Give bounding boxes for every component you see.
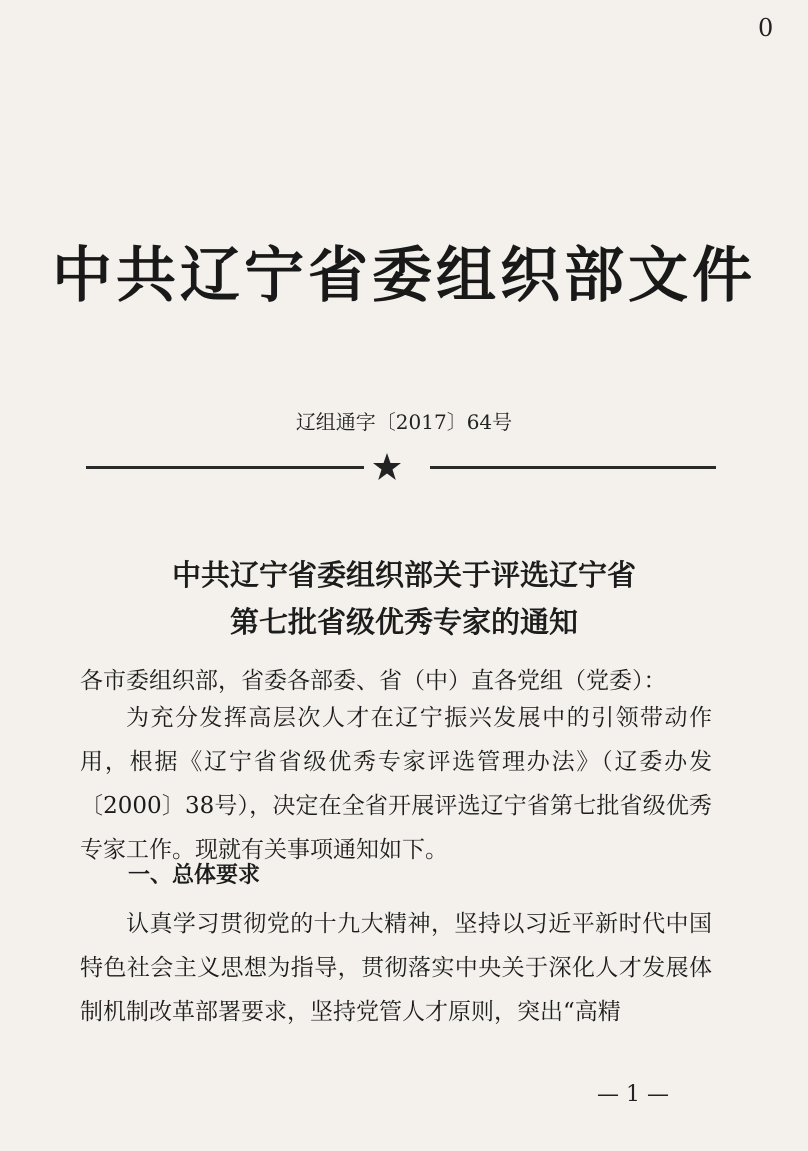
header-divider	[86, 452, 716, 482]
body-paragraph-1: 为充分发挥高层次人才在辽宁振兴发展中的引领带动作用，根据《辽宁省省级优秀专家评选管理办法》（辽委办发〔2000〕38号），决定在全省开展评选辽宁省第七批省级优秀专家工作。现就有关事项通知如下。	[80, 705, 712, 863]
corner-handwritten-mark: 0	[758, 14, 774, 42]
notice-title-line1: 中共辽宁省委组织部关于评选辽宁省	[171, 558, 636, 592]
page-number: — 1 —	[597, 1082, 669, 1107]
body-paragraph-2: 认真学习贯彻党的十九大精神，坚持以习近平新时代中国特色社会主义思想为指导，贯彻落实中央关于深化人才发展体制机制改革部署要求，坚持党管人才原则，突出“高精	[80, 911, 712, 1025]
divider-line-right	[430, 466, 716, 469]
star-icon	[372, 452, 402, 482]
notice-title-line2: 第七批省级优秀专家的通知	[229, 605, 578, 639]
document-header-title: 中共辽宁省委组织部文件	[52, 241, 756, 311]
divider-line-left	[86, 466, 364, 469]
section-heading-1: 一、总体要求	[128, 863, 261, 888]
addressee-line: 各市委组织部，省委各部委、省（中）直各党组（党委）：	[80, 668, 667, 694]
document-number: 辽组通字〔2017〕64号	[295, 410, 513, 434]
